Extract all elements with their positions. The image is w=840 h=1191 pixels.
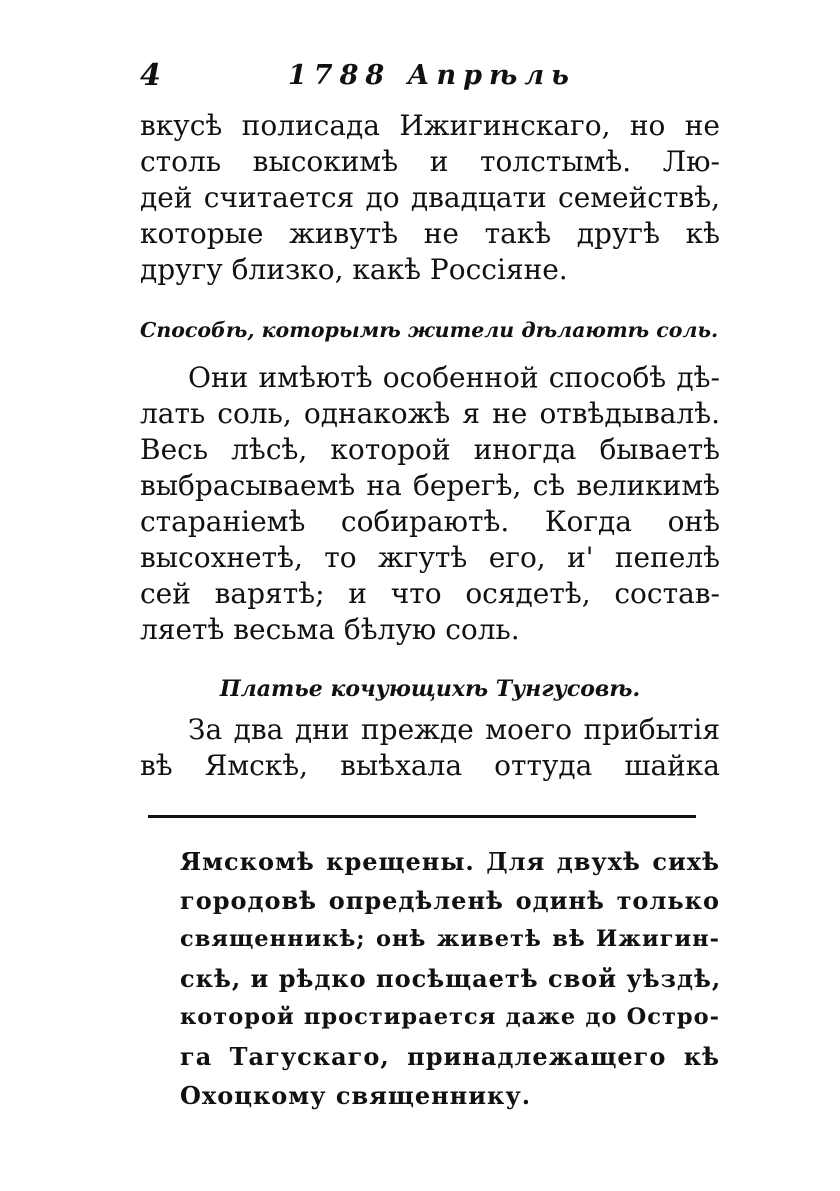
footnote [180, 842, 720, 1115]
section-heading-salt: Способѣ, которымѣ жители дѣлаютѣ соль. [140, 318, 719, 342]
text-line: Весь лѣсѣ, которой иногда бываетѣ [140, 433, 720, 466]
running-head: 1788 Апрѣль [288, 60, 576, 91]
text-line: лать соль, однакожѣ я не отвѣдывалѣ. [140, 397, 720, 430]
footnote-line: скѣ, и рѣдко посѣщаетѣ свой уѣздѣ, [180, 964, 722, 993]
text-line: За два дни прежде моего прибытія [188, 713, 720, 746]
text-line: ляетѣ весьма бѣлую соль. [140, 613, 520, 646]
text-line: выбрасываемѣ на берегѣ, сѣ великимѣ [140, 469, 720, 502]
text-line: другу близко, какѣ Россіяне. [140, 253, 568, 286]
text-line: высохнетѣ, то жгутѣ его, и' пепелѣ [140, 541, 720, 574]
page-number: 4 [140, 58, 161, 93]
footnote-line: городовѣ опредѣленѣ одинѣ только [180, 886, 720, 915]
paragraph-continued [140, 108, 720, 288]
text-line: Они имѣютѣ особенной способѣ дѣ- [188, 361, 720, 394]
paragraph-clothing [140, 712, 720, 784]
footnote-line: которой простирается даже до Остро- [180, 1004, 720, 1030]
footnote-line: Охоцкому священнику. [180, 1081, 532, 1110]
text-line: сей варятѣ; и что осядетѣ, состав- [140, 577, 720, 610]
text-line: стараніемѣ собираютѣ. Когда онѣ [140, 505, 720, 538]
text-line: дей считается до двадцати семействѣ, [140, 181, 720, 214]
text-line: вѣ Ямскѣ, выѣхала оттуда шайка [140, 749, 720, 782]
footnote-line: га Тагускаго, принадлежащего кѣ [180, 1042, 720, 1071]
section-heading-clothing: Платье кочующихѣ Тунгусовѣ. [219, 676, 641, 702]
footnote-line: священникѣ; онѣ живетѣ вѣ Ижигин- [180, 926, 720, 952]
text-line: которые живутѣ не такѣ другѣ кѣ [140, 217, 720, 250]
page-header [140, 58, 720, 98]
paragraph-salt [140, 360, 720, 648]
text-line: столь высокимѣ и толстымѣ. Лю- [140, 145, 720, 178]
text-line: вкусѣ полисада Ижигинскаго, но не [140, 109, 720, 142]
footnote-line: Ямскомѣ крещены. Для двухѣ сихѣ [180, 847, 720, 876]
footnote-rule [148, 815, 696, 818]
